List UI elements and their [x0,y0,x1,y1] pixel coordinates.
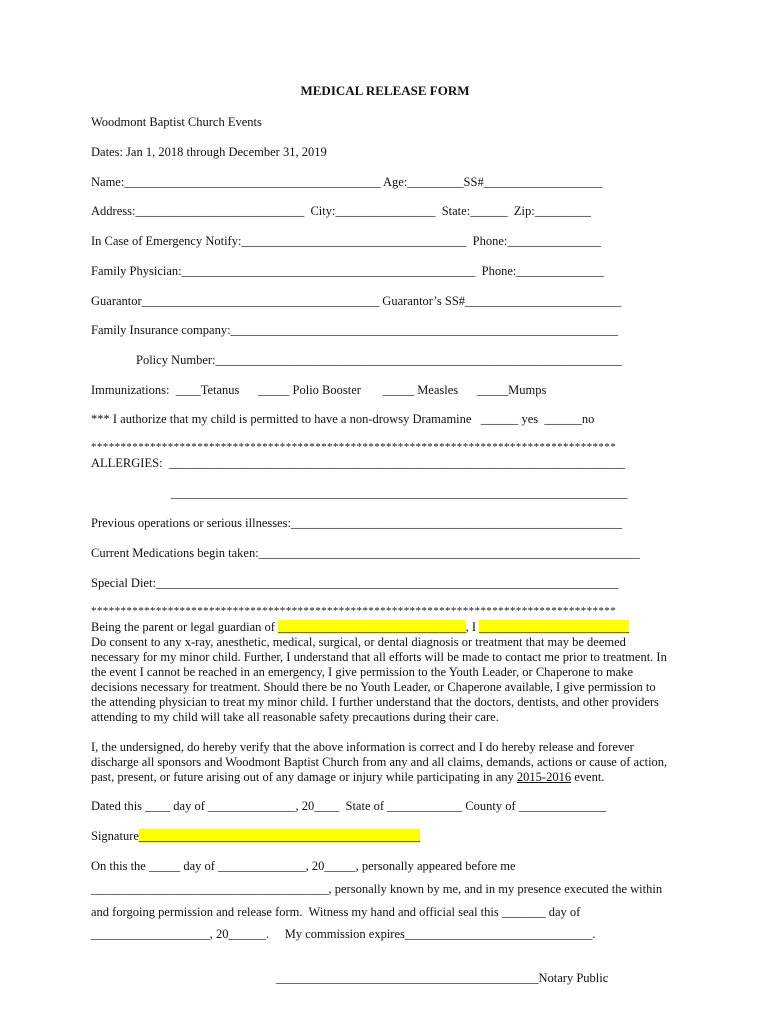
notary-signature-field[interactable]: __________________________________________ [276,971,539,985]
allergies-field[interactable]: ALLERGIES: _________________________________________________________________________ [91,456,626,470]
consent-paragraph-line: decisions necessary for treatment. Should there be no Youth Leader, or Chaperone available, I give permission to [91,680,656,694]
release-paragraph-line: discharge all sponsors and Woodmont Baptist Church from any and all claims, demands, actions or cause of action, [91,755,668,769]
consent-lead-text: Being the parent or legal guardian of [91,620,279,634]
event-year: 2015-2016 [516,770,572,784]
current-medications-field[interactable]: Current Medications begin taken:_____________________________________________________________ [91,546,640,560]
consent-paragraph-line: attending to my child will take all reasonable safety precautions during their care. [91,710,499,724]
guardian-name-field[interactable]: ________________________ [479,620,630,634]
consent-paragraph-line: necessary for my minor child. Further, I understand that all efforts will be made to contact me prior to treatment. In [91,650,667,664]
signature-line [91,829,420,844]
special-diet-field[interactable]: Special Diet:__________________________________________________________________________ [91,576,619,590]
release-paragraph-line [91,770,604,785]
guardian-consent-line [91,620,629,635]
policy-number-field[interactable]: Policy Number:_________________________________________________________________ [136,353,622,367]
signature-field[interactable]: _____________________________________________ [138,829,421,843]
signature-label: Signature [91,829,139,843]
section-divider: ***************************************************************************************** [91,441,617,453]
release-paragraph-line: I, the undersigned, do hereby verify that the above information is correct and I do hereby release and forever [91,740,634,754]
emergency-contact-field[interactable]: In Case of Emergency Notify:____________________________________ Phone:_______________ [91,234,602,248]
section-divider: ***************************************************************************************** [91,605,617,617]
guarantor-field[interactable]: Guarantor______________________________________ Guarantor’s SS#_________________________ [91,294,622,308]
release-text-end: event. [571,770,605,784]
organization-name: Woodmont Baptist Church Events [91,115,262,129]
allergies-field-continued[interactable]: _________________________________________________________________________ [171,486,628,500]
child-name-field[interactable]: ______________________________ [278,620,466,634]
dramamine-authorization-field[interactable]: *** I authorize that my child is permitted to have a non-drowsy Dramamine ______ yes ______no [91,412,595,426]
notary-signature-line [276,971,608,986]
notary-witness-field[interactable]: and forgoing permission and release form. Witness my hand and official seal this _______ day of [91,905,581,919]
release-text: past, present, or future arising out of any damage or injury while participating in any [91,770,517,784]
consent-paragraph-line: Do consent to any x-ray, anesthetic, medical, surgical, or dental diagnosis or treatment that may be deemed [91,635,626,649]
family-physician-field[interactable]: Family Physician:_______________________________________________ Phone:______________ [91,264,604,278]
dated-field[interactable]: Dated this ____ day of ______________, 20____ State of ____________ County of ______________ [91,799,607,813]
notary-appearance-field[interactable]: On this the _____ day of ______________, 20_____, personally appeared before me [91,859,516,873]
event-dates: Dates: Jan 1, 2018 through December 31, 2019 [91,145,327,159]
insurance-company-field[interactable]: Family Insurance company:______________________________________________________________ [91,323,619,337]
commission-expires-field[interactable]: ___________________, 20______. My commission expires______________________________. [91,927,596,941]
consent-paragraph-line: the attending physician to treat my minor child. I further understand that the doctors, dentists, and other providers [91,695,659,709]
form-title: MEDICAL RELEASE FORM [300,83,470,98]
previous-operations-field[interactable]: Previous operations or serious illnesses:_____________________________________________________ [91,516,623,530]
consent-paragraph-line: the event I cannot be reached in an emergency, I give permission to the Youth Leader, or Chaperone to make [91,665,634,679]
notary-label: Notary Public [538,971,609,985]
name-age-ssn-field[interactable]: Name:_________________________________________ Age:_________SS#___________________ [91,175,603,189]
consent-mid-text: , I [465,620,480,634]
notary-known-field[interactable]: ______________________________________, personally known by me, and in my presence executed the within [91,882,663,896]
immunizations-field[interactable]: Immunizations: ____Tetanus _____ Polio Booster _____ Measles _____Mumps [91,383,547,397]
address-field[interactable]: Address:___________________________ City:________________ State:______ Zip:_________ [91,204,591,218]
